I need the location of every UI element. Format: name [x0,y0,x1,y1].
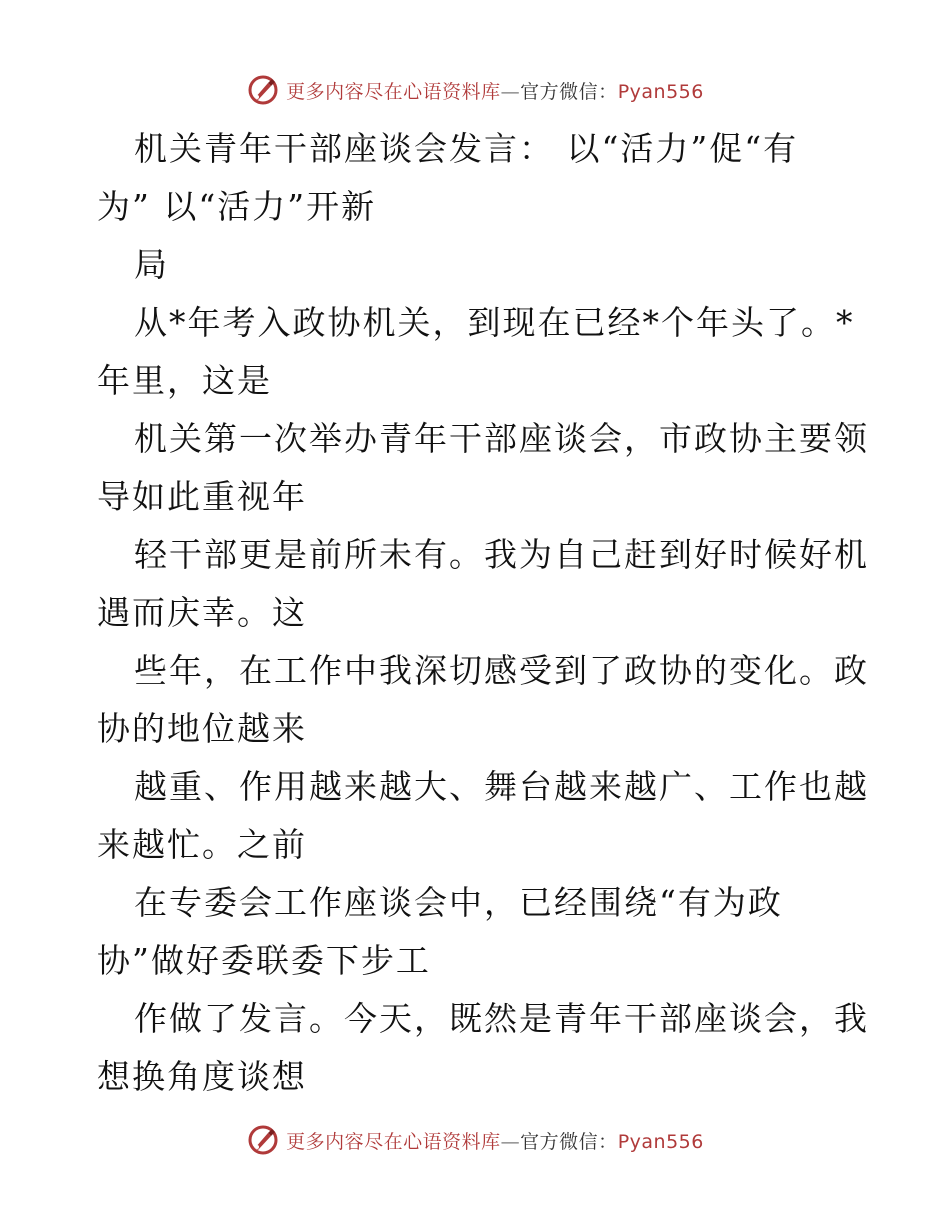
doc-line: 为” 以“活力”开新 [97,187,377,226]
doc-line: 来越忙。之前 [97,825,307,864]
doc-line: 些年，在工作中我深切感受到了政协的变化。政 [134,651,869,690]
doc-line: 在专委会工作座谈会中，已经围绕“有为政 [134,883,783,922]
banner-text [286,1127,704,1154]
doc-line: 协的地位越来 [97,709,307,748]
doc-line: 协”做好委联委下步工 [97,941,431,980]
doc-line: 导如此重视年 [97,477,307,516]
banner-separator: — [500,80,521,103]
doc-line: 遇而庆幸。这 [97,593,307,632]
doc-line: 作做了发言。今天，既然是青年干部座谈会，我 [134,999,869,1038]
doc-line: 年里，这是 [97,361,272,400]
doc-line: 轻干部更是前所未有。我为自己赶到好时候好机 [134,535,869,574]
banner-separator: — [500,1130,521,1153]
pen-seal-logo-icon [246,73,280,107]
pen-seal-logo-icon [246,1123,280,1157]
header-banner [0,73,950,107]
banner-wechat-id: Pyan556 [617,1130,704,1153]
banner-site-text: 更多内容尽在心语资料库 [286,1130,501,1153]
banner-site-text: 更多内容尽在心语资料库 [286,80,501,103]
doc-line: 越重、作用越来越大、舞台越来越广、工作也越 [134,767,869,806]
banner-official-label: 官方微信： [520,80,618,103]
doc-line: 想换角度谈想 [97,1057,307,1096]
doc-line: 机关青年干部座谈会发言： 以“活力”促“有 [134,129,799,168]
banner-official-label: 官方微信： [520,1130,618,1153]
document-body [97,120,869,1106]
doc-line: 机关第一次举办青年干部座谈会，市政协主要领 [134,419,869,458]
doc-line: 从*年考入政协机关，到现在已经*个年头了。* [134,303,855,342]
doc-line: 局 [134,245,169,284]
footer-banner [0,1123,950,1157]
banner-wechat-id: Pyan556 [617,80,704,103]
banner-text [286,77,704,104]
